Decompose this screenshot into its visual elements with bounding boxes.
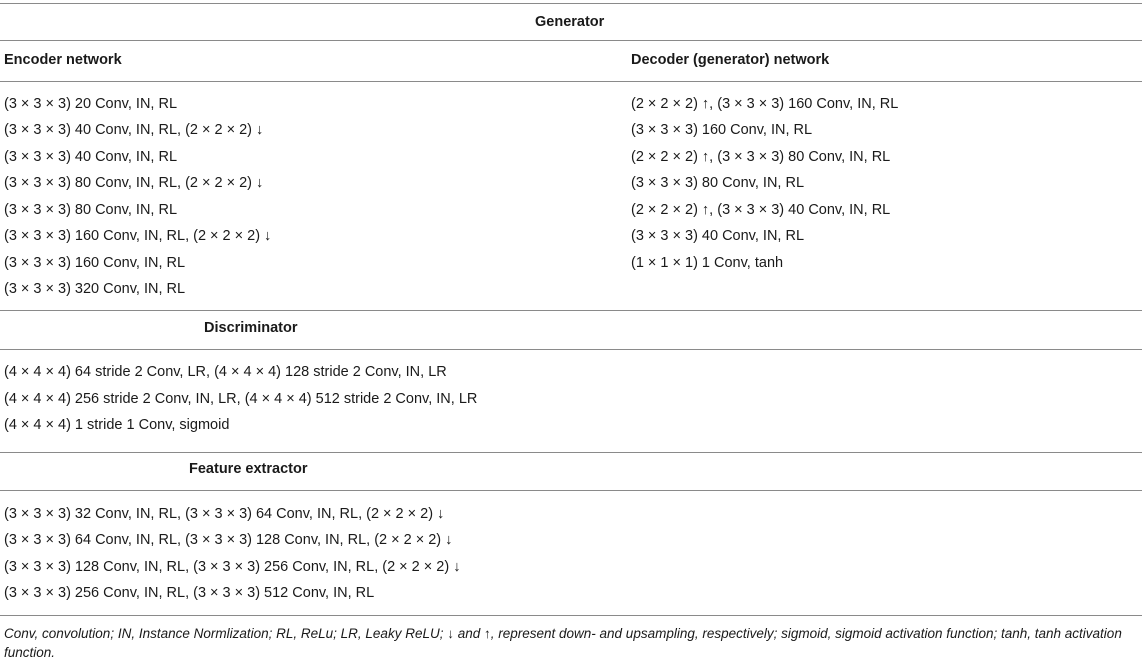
feature-extractor-title-rule xyxy=(0,490,1142,491)
decoder-row: (3 × 3 × 3) 40 Conv, IN, RL xyxy=(631,228,805,244)
encoder-row: (3 × 3 × 3) 40 Conv, IN, RL xyxy=(4,149,178,165)
generator-title-rule xyxy=(0,40,1142,41)
discriminator-section-rule xyxy=(0,452,1142,453)
decoder-row: (3 × 3 × 3) 80 Conv, IN, RL xyxy=(631,175,805,191)
discriminator-title: Discriminator xyxy=(204,320,298,336)
generator-section-rule xyxy=(0,310,1142,311)
decoder-row: (2 × 2 × 2) ↑, (3 × 3 × 3) 40 Conv, IN, RL xyxy=(631,202,891,218)
encoder-header: Encoder network xyxy=(4,52,122,68)
encoder-row: (3 × 3 × 3) 160 Conv, IN, RL xyxy=(4,255,186,271)
encoder-row: (3 × 3 × 3) 40 Conv, IN, RL, (2 × 2 × 2) ↓ xyxy=(4,122,264,138)
discriminator-row: (4 × 4 × 4) 256 stride 2 Conv, IN, LR, (4 × 4 × 4) 512 stride 2 Conv, IN, LR xyxy=(4,391,478,407)
feature-extractor-row: (3 × 3 × 3) 128 Conv, IN, RL, (3 × 3 × 3) 256 Conv, IN, RL, (2 × 2 × 2) ↓ xyxy=(4,559,461,575)
encoder-row: (3 × 3 × 3) 80 Conv, IN, RL, (2 × 2 × 2) ↓ xyxy=(4,175,264,191)
table-top-rule xyxy=(0,3,1142,4)
encoder-row: (3 × 3 × 3) 320 Conv, IN, RL xyxy=(4,281,186,297)
decoder-row: (3 × 3 × 3) 160 Conv, IN, RL xyxy=(631,122,813,138)
feature-extractor-row: (3 × 3 × 3) 64 Conv, IN, RL, (3 × 3 × 3) 128 Conv, IN, RL, (2 × 2 × 2) ↓ xyxy=(4,532,453,548)
decoder-row: (2 × 2 × 2) ↑, (3 × 3 × 3) 160 Conv, IN, RL xyxy=(631,96,899,112)
table-bottom-rule xyxy=(0,615,1142,616)
discriminator-title-rule xyxy=(0,349,1142,350)
decoder-row: (2 × 2 × 2) ↑, (3 × 3 × 3) 80 Conv, IN, RL xyxy=(631,149,891,165)
feature-extractor-row: (3 × 3 × 3) 256 Conv, IN, RL, (3 × 3 × 3) 512 Conv, IN, RL xyxy=(4,585,375,601)
decoder-row: (1 × 1 × 1) 1 Conv, tanh xyxy=(631,255,784,271)
generator-title: Generator xyxy=(535,14,605,30)
feature-extractor-row: (3 × 3 × 3) 32 Conv, IN, RL, (3 × 3 × 3) 64 Conv, IN, RL, (2 × 2 × 2) ↓ xyxy=(4,506,445,522)
feature-extractor-title: Feature extractor xyxy=(189,461,308,477)
table-footnote: Conv, convolution; IN, Instance Normlization; RL, ReLu; LR, Leaky ReLU; ↓ and ↑, represent down- and upsampling, respectively; sigmoid, sigmoid activation function; tanh, tanh activation function. xyxy=(4,626,1122,660)
encoder-row: (3 × 3 × 3) 80 Conv, IN, RL xyxy=(4,202,178,218)
column-header-rule xyxy=(0,81,1142,82)
decoder-header: Decoder (generator) network xyxy=(631,52,830,68)
encoder-row: (3 × 3 × 3) 20 Conv, IN, RL xyxy=(4,96,178,112)
discriminator-row: (4 × 4 × 4) 1 stride 1 Conv, sigmoid xyxy=(4,417,230,433)
discriminator-row: (4 × 4 × 4) 64 stride 2 Conv, LR, (4 × 4 × 4) 128 stride 2 Conv, IN, LR xyxy=(4,364,447,380)
encoder-row: (3 × 3 × 3) 160 Conv, IN, RL, (2 × 2 × 2) ↓ xyxy=(4,228,272,244)
